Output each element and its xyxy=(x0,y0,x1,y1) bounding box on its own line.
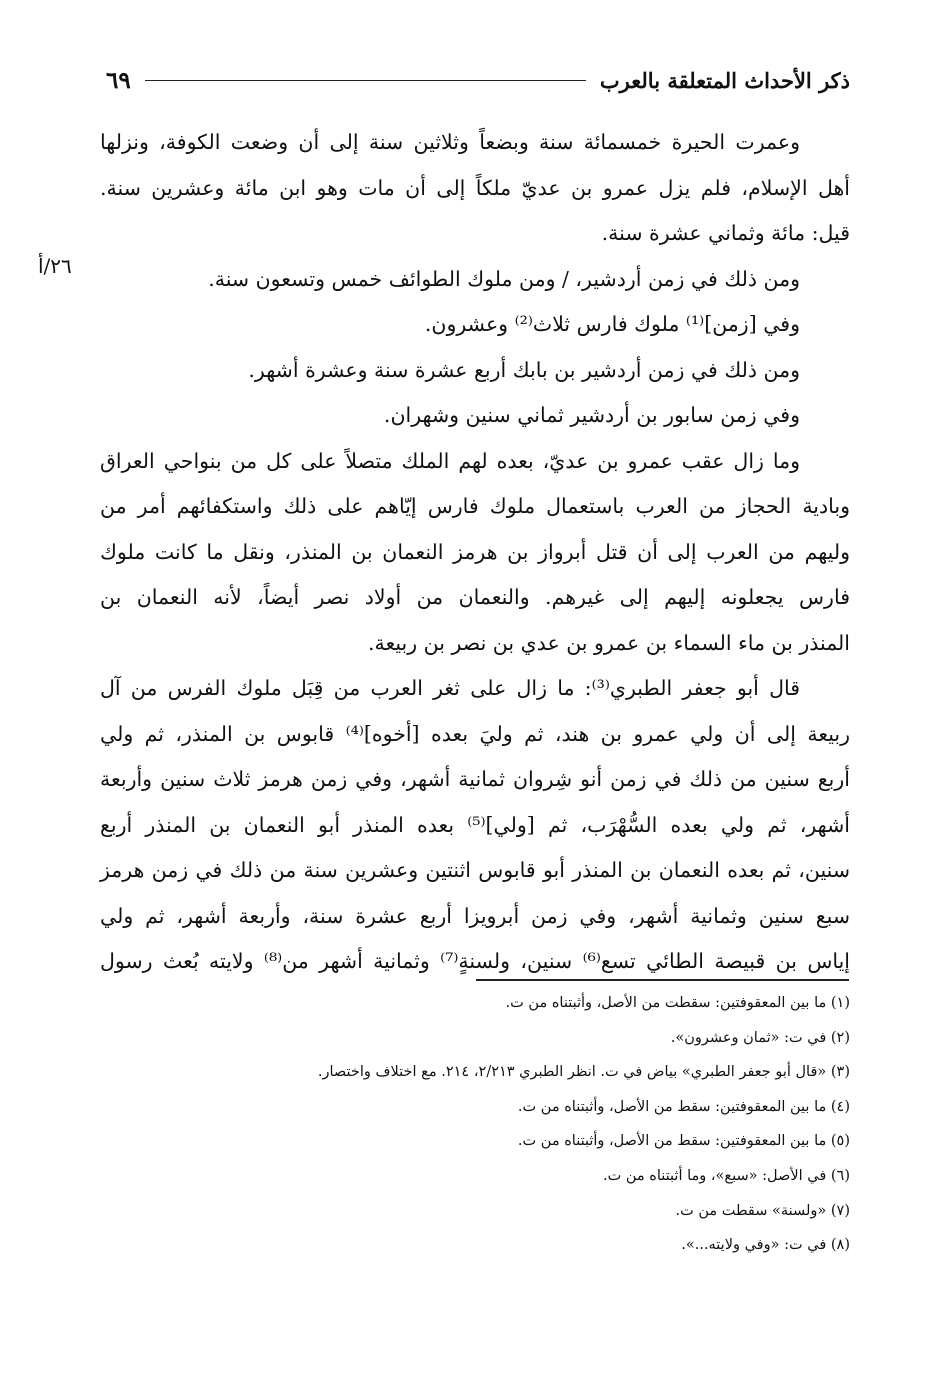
text-line: سنين، ثم بعده النعمان بن المنذر أبو قابوس اثنتين وعشرين سنة من ذلك في زمن هرمز xyxy=(100,858,850,882)
footnote: (٨) في ت: «وفي ولايته...». xyxy=(681,1237,850,1254)
running-title: ذكر الأحداث المتعلقة بالعرب xyxy=(599,67,850,93)
footnote: (٥) ما بين المعقوفتين: سقط من الأصل، وأثبتناه من ت. xyxy=(517,1133,850,1150)
text-line: ومن ذلك في زمن أردشير، / ومن ملوك الطوائف خمس وتسعون سنة. xyxy=(208,266,800,291)
text-line: فارس يجعلونه إليهم إلى غيرهم. والنعمان من أولاد نصر أيضاً، لأنه النعمان بن xyxy=(100,585,850,609)
text-line: أربع سنين من ذلك في زمن أنو شِروان ثمانية أشهر، وفي زمن هرمز ثلاث سنين وأربعة xyxy=(100,767,850,791)
footnote: (٤) ما بين المعقوفتين: سقط من الأصل، وأثبتناه من ت. xyxy=(517,1098,850,1115)
footnotes xyxy=(100,986,850,1263)
text-line: وليهم من العرب إلى أن قتل أبرواز بن هرمز النعمان بن المنذر، ونقل ما كانت ملوك xyxy=(100,539,850,564)
page-header xyxy=(106,62,850,98)
footnote: (٦) في الأصل: «سبع»، وما أثبتناه من ت. xyxy=(602,1167,850,1184)
text-line: وما زال عقب عمرو بن عديّ، بعده لهم الملك متصلاً على كل من بنواحي العراق xyxy=(100,448,800,473)
footnote: (١) ما بين المعقوفتين: سقطت من الأصل، وأثبتناه من ت. xyxy=(505,995,850,1011)
page-number: ٦٩ xyxy=(106,66,131,94)
text-line: وفي زمن سابور بن أردشير ثماني سنين وشهران. xyxy=(383,403,800,427)
text-line: قيل: مائة وثماني عشرة سنة. xyxy=(601,221,850,245)
footnote: (٧) «ولسنة» سقطت من ت. xyxy=(675,1202,850,1219)
footnote: (٢) في ت: «ثمان وعشرون». xyxy=(670,1029,850,1046)
text-line: وفي [زمن]⁽¹⁾ ملوك فارس ثلاث⁽²⁾ وعشرون. xyxy=(424,312,800,336)
text-line: ومن ذلك في زمن أردشير بن بابك أربع عشرة سنة وعشرة أشهر. xyxy=(248,357,800,382)
text-line: المنذر بن ماء السماء بن عمرو بن عدي بن نصر بن ربيعة. xyxy=(367,630,850,655)
footnote: (٣) «قال أبو جعفر الطبري» بياض في ت. انظر الطبري ٢/٢١٣، ٢١٤. مع اختلاف واختصار. xyxy=(317,1064,850,1081)
text-line: وبادية الحجاز من العرب باستعمال ملوك فارس إيّاهم على ذلك واستكفائهم أمر من xyxy=(100,494,850,518)
text-line: ربيعة إلى أن ولي عمرو بن هند، ثم وليَ بعده [أخوه]⁽⁴⁾ قابوس بن المنذر، ثم ولي xyxy=(100,721,850,746)
text-line: سبع سنين وثمانية أشهر، وفي زمن أبرويزا أربع عشرة سنة، وأربعة أشهر، ثم ولي xyxy=(100,903,850,928)
margin-folio-note: ٢٦/أ xyxy=(38,254,72,278)
footnote-separator xyxy=(476,979,849,981)
text-line: أشهر، ثم ولي بعده السُّهْرَب، ثم [ولي]⁽⁵⁾ بعده المنذر أبو النعمان بن المنذر أربع xyxy=(100,812,850,837)
main-text xyxy=(100,120,850,985)
text-line: وعمرت الحيرة خمسمائة سنة وبضعاً وثلاثين سنة إلى أن وضعت الكوفة، ونزلها xyxy=(100,130,800,154)
text-line: أهل الإسلام، فلم يزل عمرو بن عديّ ملكاً إلى أن مات وهو ابن مائة وعشرين سنة. xyxy=(100,175,850,200)
header-rule xyxy=(145,80,586,81)
text-line: إياس بن قبيصة الطائي تسع⁽⁶⁾ سنين، ولسنةٍ⁽⁷⁾ وثمانية أشهر من⁽⁸⁾ ولايته بُعث رسول xyxy=(100,949,850,973)
text-line: قال أبو جعفر الطبري⁽³⁾: ما زال على ثغر العرب من قِبَل ملوك الفرس من آل xyxy=(100,676,801,700)
